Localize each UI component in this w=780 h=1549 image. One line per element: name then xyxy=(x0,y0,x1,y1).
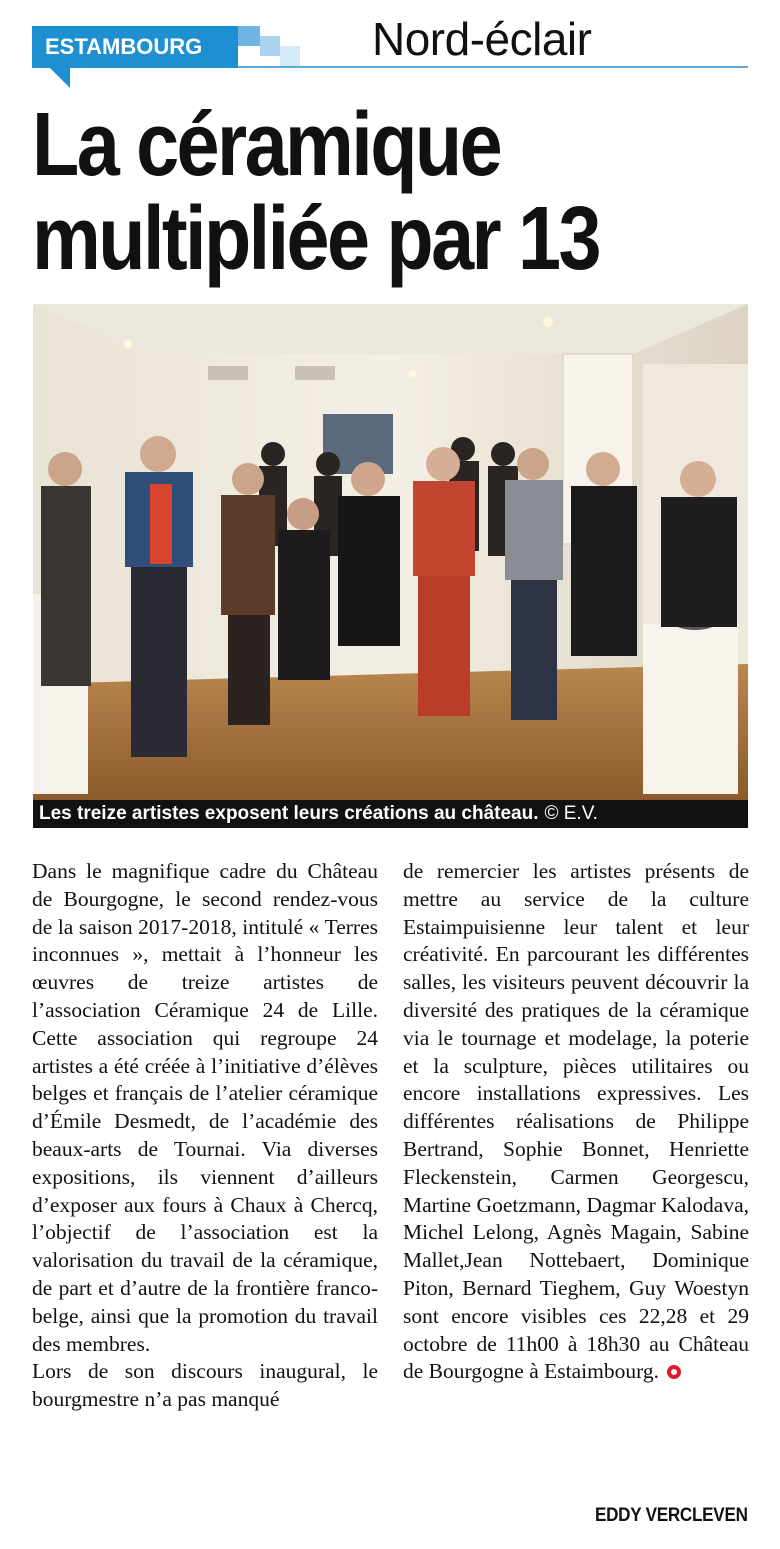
tag-decoration xyxy=(260,36,280,56)
newspaper-name: Nord-éclair xyxy=(372,13,592,65)
tag-decoration xyxy=(280,46,300,66)
tag-decoration xyxy=(238,26,260,46)
headline-line-2: multipliée par 13 xyxy=(32,189,599,289)
caption-text: Les treize artistes exposent leurs créations au château. xyxy=(39,803,539,824)
paragraph-1: Dans le magnifique cadre du Château de Bourgogne, le second rendez-vous de la saison 2017-2018, intitulé « Terres inconnues », mettait à l’honneur les œuvres de treize artistes de l’association Céramique 24 de Lille. Cette association qui regroupe 24 artistes a été créée à l’initiative d’élèves belges et français de l’atelier céramique d’Émile Desmedt, de l’académie des beaux-arts de Tournai. Via diverses expositions, ils viennent d’ailleurs d’exposer aux fours à Chaux à Chercq, l’objectif de l’association est la valorisation du travail de la céramique, de part et d’autre de la frontière franco-belge, ainsi que la promotion du travail des membres. xyxy=(32,859,378,1356)
photo-caption xyxy=(33,800,748,828)
section-label: ESTAMBOURG xyxy=(45,34,203,59)
article-column-right xyxy=(403,858,749,1386)
photo-credit: © E.V. xyxy=(544,803,598,824)
section-tag-pointer xyxy=(50,68,70,88)
paragraph-2-continued xyxy=(403,858,749,1386)
paragraph-2-start: Lors de son discours inaugural, le bourgmestre n’a pas manqué xyxy=(32,1359,378,1412)
section-tag xyxy=(32,26,238,68)
article-photo xyxy=(33,304,748,800)
article-column-left xyxy=(32,858,378,1414)
paragraph-2-rest: de remercier les artistes présents de mettre au service de la culture Estaimpuisienne leur talent et leur créativité. En parcourant les différentes salles, les visiteurs peuvent découvrir la diversité des pratiques de la céramique via le tournage et modelage, la poterie et la sculpture, pièces utilitaires ou encore installations expressives. Les différentes réalisations de Philippe Bertrand, Sophie Bonnet, Henriette Fleckenstein, Carmen Georgescu, Martine Goetzmann, Dagmar Kalodava, Michel Lelong, Agnès Magain, Sabine Mallet,Jean Nottebaert, Dominique Piton, Bernard Tieghem, Guy Woestyn sont encore visibles ces 22,28 et 29 octobre de 11h00 à 18h30 au Château de Bourgogne à Estaimbourg. xyxy=(403,859,749,1384)
author-byline: EDDY VERCLEVEN xyxy=(595,1505,748,1526)
headline xyxy=(32,95,651,289)
headline-line-1: La céramique xyxy=(32,95,501,195)
header-rule xyxy=(238,66,748,68)
end-of-article-dot-icon xyxy=(667,1365,681,1379)
